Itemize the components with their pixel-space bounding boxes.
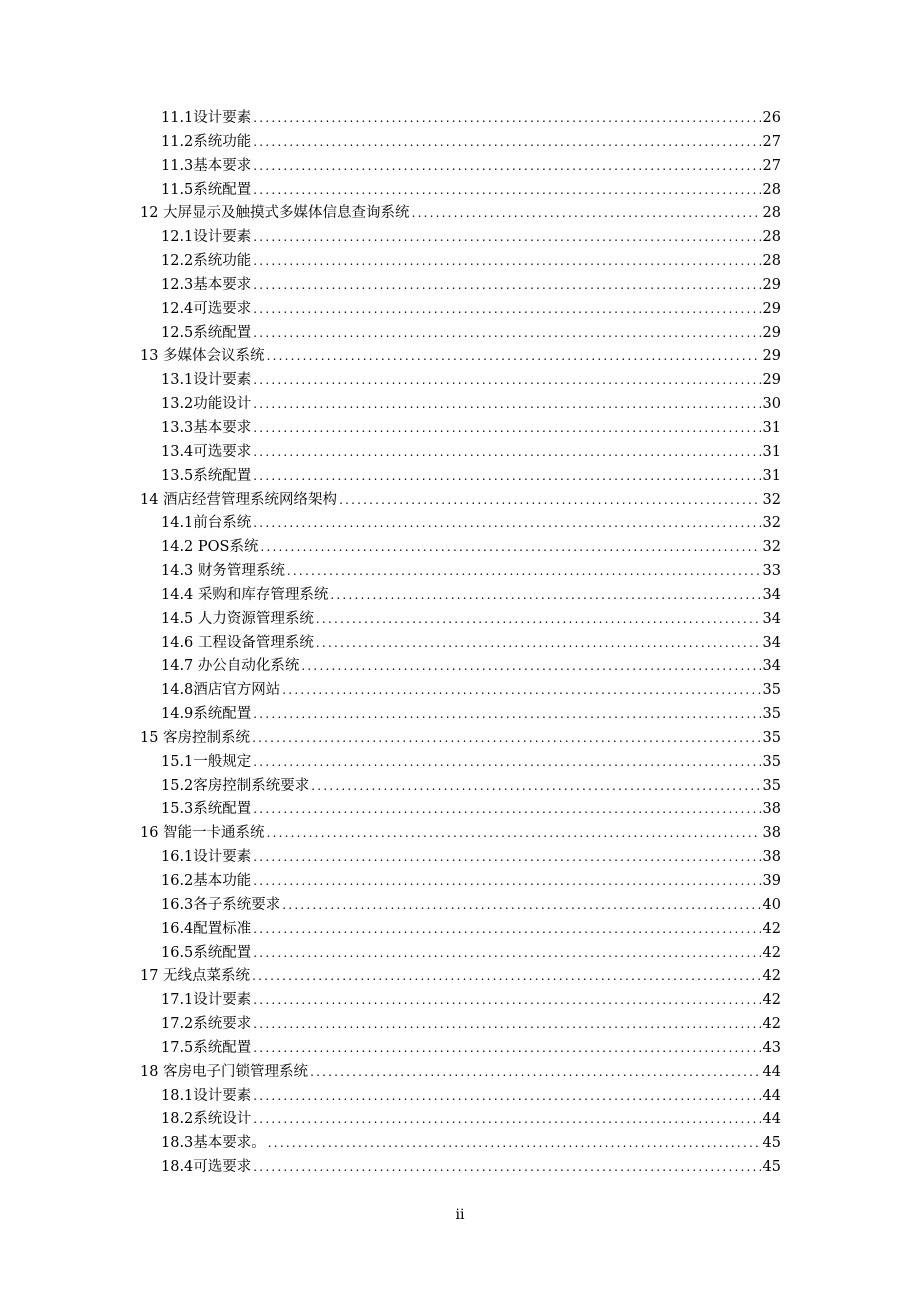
toc-entry[interactable] [140,322,781,346]
toc-entry[interactable] [140,727,781,751]
toc-dot-leader [282,894,760,918]
toc-entry-page: 28 [762,229,781,246]
toc-entry-page: 29 [762,276,781,293]
toc-entry[interactable] [140,679,781,703]
toc-entry-page: 34 [762,586,781,603]
toc-dot-leader [253,512,760,536]
toc-entry-page: 35 [762,777,781,794]
toc-entry-title: 13.2功能设计 [161,396,252,413]
toc-entry[interactable] [140,393,781,417]
toc-entry[interactable] [140,822,781,846]
toc-entry-page: 45 [762,1135,781,1152]
toc-dot-leader [253,322,760,346]
toc-dot-leader [316,608,761,632]
toc-entry-page: 42 [762,944,781,961]
toc-dot-leader [253,226,760,250]
toc-entry-page: 34 [762,610,781,627]
toc-entry[interactable] [140,179,781,203]
toc-dot-leader [253,1085,760,1109]
toc-entry-title: 12.1设计要素 [161,229,252,246]
toc-entry-page: 27 [762,133,781,150]
page-number: ii [455,1207,465,1223]
toc-dot-leader [253,846,760,870]
toc-entry[interactable] [140,155,781,179]
toc-entry-page: 27 [762,157,781,174]
toc-dot-leader [316,632,761,656]
toc-entry-title: 18.4可选要求 [161,1159,252,1176]
toc-entry[interactable] [140,274,781,298]
toc-dot-leader [253,417,760,441]
toc-entry-title: 17.2系统要求 [161,1016,252,1033]
toc-entry-page: 44 [762,1063,781,1080]
toc-entry[interactable] [140,417,781,441]
toc-entry-page: 29 [762,300,781,317]
toc-entry[interactable] [140,775,781,799]
toc-dot-leader [253,1013,760,1037]
toc-dot-leader [253,179,760,203]
toc-dot-leader [253,1108,760,1132]
toc-dot-leader [311,775,760,799]
toc-entry-page: 30 [762,396,781,413]
toc-entry[interactable] [140,560,781,584]
toc-entry-page: 28 [762,253,781,270]
toc-entry-title: 14.8酒店官方网站 [161,682,281,699]
toc-entry-page: 35 [762,753,781,770]
toc-dot-leader [310,1061,760,1085]
toc-entry-page: 44 [762,1087,781,1104]
toc-entry-page: 35 [762,682,781,699]
toc-dot-leader [253,703,760,727]
toc-dot-leader [253,798,760,822]
toc-entry-page: 38 [762,849,781,866]
toc-entry[interactable] [140,918,781,942]
toc-dot-leader [412,202,761,226]
toc-entry[interactable] [140,942,781,966]
toc-entry[interactable] [140,107,781,131]
toc-entry[interactable] [140,989,781,1013]
toc-dot-leader [253,918,760,942]
toc-entry[interactable] [140,536,781,560]
toc-entry-page: 32 [762,539,781,556]
toc-dot-leader [253,1156,760,1180]
toc-entry-page: 43 [762,1039,781,1056]
toc-entry[interactable] [140,584,781,608]
toc-entry-title: 14 酒店经营管理系统网络架构 [140,491,338,508]
toc-entry-title: 18 客房电子门锁管理系统 [140,1063,309,1080]
toc-entry-page: 39 [762,873,781,889]
toc-entry-title: 13.3基本要求 [161,419,252,436]
toc-entry-page: 31 [762,443,781,460]
toc-entry-title: 14.6 工程设备管理系统 [161,634,314,651]
toc-entry-title: 15 客房控制系统 [140,729,251,746]
toc-dot-leader [253,870,760,894]
toc-entry[interactable] [140,1108,781,1132]
toc-entry-page: 34 [762,658,781,675]
toc-entry[interactable] [140,369,781,393]
toc-entry-page: 33 [762,563,781,580]
toc-dot-leader [253,107,760,131]
toc-dot-leader [287,560,761,584]
toc-entry[interactable] [140,441,781,465]
toc-entry[interactable] [140,703,781,727]
toc-entry-title: 17.1设计要素 [161,992,252,1009]
toc-entry-page: 40 [762,896,781,913]
toc-entry-page: 29 [762,348,781,365]
toc-entry-title: 16.5系统配置 [161,944,252,961]
toc-entry-title: 18.2系统设计 [161,1111,252,1128]
toc-entry-title: 14.7 办公自动化系统 [161,658,300,675]
toc-entry-page: 38 [762,825,781,842]
toc-dot-leader [253,274,760,298]
toc-entry-title: 13.1设计要素 [161,372,252,389]
toc-entry-title: 18.1设计要素 [161,1087,252,1104]
toc-entry-page: 29 [762,324,781,341]
toc-entry-page: 34 [762,634,781,651]
toc-entry-title: 14.1前台系统 [161,515,252,532]
toc-dot-leader [253,369,760,393]
toc-entry[interactable] [140,202,781,226]
toc-entry-title: 17 无线点菜系统 [140,968,251,985]
toc-entry[interactable] [140,489,781,513]
toc-entry[interactable] [140,250,781,274]
toc-dot-leader [252,965,760,989]
toc-entry-title: 17.5系统配置 [161,1039,252,1056]
toc-entry-page: 42 [762,1016,781,1033]
toc-entry-title: 16.4配置标准 [161,920,252,937]
toc-dot-leader [267,822,761,846]
toc-entry[interactable] [140,1037,781,1061]
toc-entry[interactable] [140,465,781,489]
toc-entry-title: 18.3基本要求。 [161,1135,266,1152]
toc-entry-page: 28 [762,181,781,198]
toc-entry[interactable] [140,965,781,989]
toc-entry-page: 35 [762,729,781,746]
toc-dot-leader [253,751,760,775]
toc-entry[interactable] [140,1132,781,1156]
toc-dot-leader [282,679,760,703]
toc-entry-title: 13.5系统配置 [161,467,252,484]
toc-entry[interactable] [140,512,781,536]
toc-entry[interactable] [140,632,781,656]
toc-entry-page: 42 [762,992,781,1009]
toc-entry-page: 31 [762,467,781,484]
toc-entry[interactable] [140,846,781,870]
toc-entry-page: 42 [762,920,781,937]
toc-entry-title: 16.2基本功能 [161,873,252,889]
table-of-contents [140,107,781,1180]
toc-entry-title: 14.2 POS系统 [161,539,259,556]
toc-dot-leader [253,298,760,322]
toc-entry-page: 29 [762,372,781,389]
toc-dot-leader [267,345,761,369]
toc-entry[interactable] [140,1013,781,1037]
toc-entry[interactable] [140,298,781,322]
toc-dot-leader [330,584,760,608]
toc-entry-title: 11.3基本要求 [161,157,252,174]
toc-entry-page: 32 [762,491,781,508]
toc-entry-title: 13.4可选要求 [161,443,252,460]
toc-entry[interactable] [140,226,781,250]
toc-entry-title: 14.4 采购和库存管理系统 [161,586,329,603]
toc-dot-leader [253,155,760,179]
toc-entry[interactable] [140,131,781,155]
toc-entry-page: 32 [762,515,781,532]
toc-dot-leader [268,1132,761,1156]
toc-entry-page: 26 [762,110,781,126]
toc-dot-leader [253,989,760,1013]
toc-entry-title: 11.1设计要素 [161,110,252,126]
toc-entry[interactable] [140,894,781,918]
toc-entry-title: 16.3各子系统要求 [161,896,281,913]
toc-entry-page: 45 [762,1159,781,1176]
toc-entry[interactable] [140,1061,781,1085]
toc-dot-leader [253,1037,760,1061]
toc-entry-title: 12.2系统功能 [161,253,252,270]
toc-entry-title: 11.5系统配置 [161,181,252,198]
toc-entry-page: 31 [762,419,781,436]
toc-entry[interactable] [140,751,781,775]
toc-entry[interactable] [140,870,781,894]
toc-entry[interactable] [140,1156,781,1180]
toc-dot-leader [253,465,760,489]
toc-entry[interactable] [140,345,781,369]
toc-entry-title: 11.2系统功能 [161,133,252,150]
toc-entry-title: 12 大屏显示及触摸式多媒体信息查询系统 [140,205,410,222]
toc-entry[interactable] [140,655,781,679]
toc-entry-title: 14.3 财务管理系统 [161,563,285,580]
toc-entry[interactable] [140,798,781,822]
toc-entry-title: 14.9系统配置 [161,706,252,723]
toc-entry-title: 15.2客房控制系统要求 [161,777,310,794]
toc-entry-page: 28 [762,205,781,222]
toc-entry-page: 42 [762,968,781,985]
toc-entry-title: 12.5系统配置 [161,324,252,341]
toc-dot-leader [253,441,760,465]
toc-entry-page: 44 [762,1111,781,1128]
toc-entry-page: 35 [762,706,781,723]
toc-dot-leader [339,489,760,513]
toc-dot-leader [253,942,760,966]
toc-entry-title: 12.3基本要求 [161,276,252,293]
toc-entry-title: 14.5 人力资源管理系统 [161,610,314,627]
toc-entry-page: 38 [762,801,781,818]
toc-dot-leader [253,131,760,155]
toc-entry-title: 12.4可选要求 [161,300,252,317]
toc-entry-title: 16 智能一卡通系统 [140,825,265,842]
toc-dot-leader [253,393,760,417]
toc-entry[interactable] [140,1085,781,1109]
toc-entry-title: 15.1一般规定 [161,753,252,770]
toc-dot-leader [252,727,760,751]
toc-dot-leader [253,250,760,274]
toc-entry-title: 13 多媒体会议系统 [140,348,265,365]
toc-entry-title: 16.1设计要素 [161,849,252,866]
toc-entry[interactable] [140,608,781,632]
toc-entry-title: 15.3系统配置 [161,801,252,818]
toc-dot-leader [260,536,760,560]
toc-dot-leader [301,655,760,679]
